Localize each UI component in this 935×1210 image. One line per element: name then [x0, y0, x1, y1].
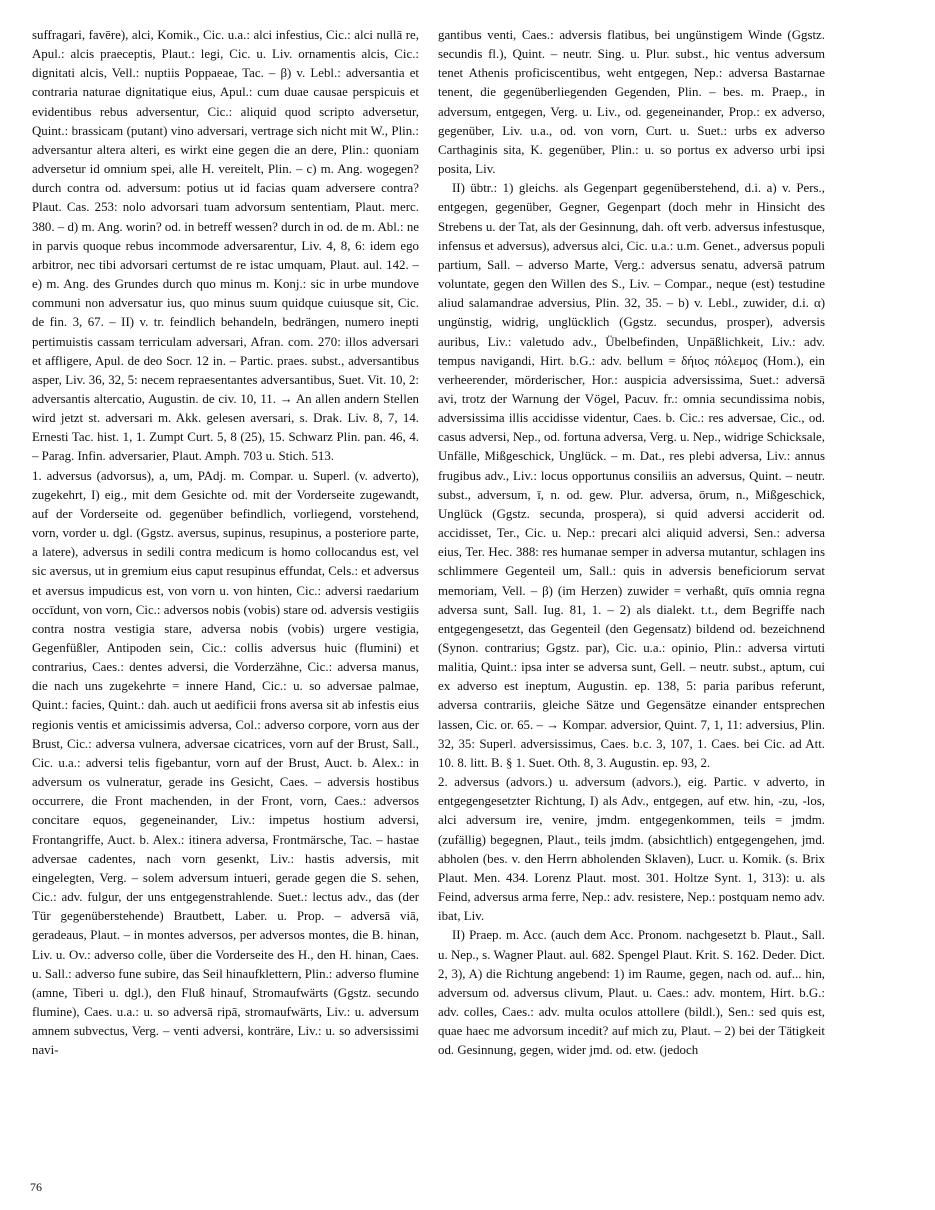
- entry-adversus-2: 2. adversus (advors.) u. adversum (advors.), eig. Partic. v adverto, in entgegengesetzter Richtung, I) als Adv., entgegen, auf etw. hin, -zu, -los, alci adversum ire, venire, jmdm. entgegenkommen, teils = jmdm. (zufällig) begegnen, Plaut., teils jmdm. (absichtlich) entgegengehen, jmd. abholen (bes. v. den Herrn abholenden Sklaven), Lucr. u. Komik. (s. Brix Plaut. Men. 434. Lorenz Plaut. most. 301. Holtze Synt. 1, 313): u. als Feind, adversus arma ferre, Nep.: adv. resistere, Nep.: postquam nemo adv. ibat, Liv.: [438, 775, 825, 924]
- entry-adversus-1: 1. adversus (advorsus), a, um, PAdj. m. Compar. u. Superl. (v. adverto), zugekehrt, I) eig., mit dem Gesichte od. mit der Vorderseite zugewandt, auf der Vorderseite od. gegenüber befindlich, vorliegend, vorstehend, vorn, vorder u. dgl. (Ggstz. aversus, supinus, resupinus, a posteriore parte, a latere), adversus in sedili contra medicum is homo collocandus est, vel sic aversus, ut in gremium eius caput resupinus effundat, Cels.: et adversus et aversus impudicus est, von vorn u. von hinten, Cic.: adversi raedarium occīdunt, von vorn, Cic.: adversos nobis (vobis) stare od. adversis vestigiis contra nostra vestigia stare, adversa nobis (vobis) urgere vestigia, Gegenfüßler, Antipoden sein, Cic.: collis adversus huic (flumini) et contrarius, Caes.: dentes adversi, die Vorderzähne, Cic.: adversa manus, die nach uns zugekehrte = innere Hand, Cic.: u. so adversae palmae, Quint.: facies, Quint.: dah. auch ut aedificii frons aversa sit ab infestis eius regionis ventis et amicissimis adversa, Col.: adverso corpore, vorn aus der Brust, Cic.: adversa vulnera, adversae cicatrices, vorn auf der Brust, Sall., Cic. u.a.: adversi telis figebantur, vorn auf der Brust, Auct. b. Alex.: in adversum os vulneratur, gerade ins Gesicht, Caes. – adversis hostibus occurrere, die Front machenden, in der Front, vorn, Caes.: adversos concitare equos, gegeneinander, Liv.: impetus hostium adversi, Frontangriffe, Auct. b. Alex.: itinera adversa, Frontmärsche, Tac. – hastae adversae cadentes, nach vorn gesenkt, Liv.: hastis adversis, mit eingelegten, Verg. – solem adversum intueri, gerade gegen die S. sehen, Cic.: adv. fulgur, der uns entgegenstrahlende. Suet.: lectus adv., das (der Tür gegenüberstehende) Brautbett, Laber. u. Prop. – adversā viā, geradeaus, Plaut. – in montes adversos, per adversos montes, die B. hinan, Liv. u. Ov.: adverso colle, über die Vorderseite des H., den H. hinan, Caes. u. Sall.: adverso fune subire, das Seil hinaufklettern, Plin.: adverso flumine (amne, Tiberi u. dgl.), den Fluß hinauf, Stromaufwärts (Ggstz. secundo flumine), Caes. u.a.: u. so adversā ripā, stromaufwärts, Liv.: u. adversum amnem subvectus, Verg. – venti adversi, konträre, Liv.: u. so adversissimi navi-: [32, 468, 419, 1058]
- right-column: [438, 26, 825, 1060]
- left-column: [32, 26, 419, 1060]
- page-number: 76: [30, 1180, 42, 1194]
- paragraph-continuation: suffragari, favēre), alci, Komik., Cic. u.a.: alci infestius, Cic.: alci nullā re, Apul.: alcis praeceptis, Plaut.: legi, Cic. u. Liv. ornamentis alcis, Cic.: dignitati alcis, Vell.: nuptiis Poppaeae, Tac. – β) v. Lebl.: adversantia et contraria naturae dignitatique eius, Apul.: cum duae causae perspicuis et evidentibus rebus adversentur, Cic.: aliquid quod scripto adversetur, Quint.: brassicam (putant) vino adversari, vertrage sich nicht mit W., Plin.: adversantur altera alteri, es wirkt eine gegen die an dere, Plin.: quoniam adversetur id omnium spei, alle H. vereitelt, Plin. – c) m. Ang. wogegen? durch contra od. adversum: potius ut id facias quam adversere contra? Plaut. Cas. 253: nolo advorsari tuam advorsum sententiam, Plaut. merc. 380. – d) m. Ang. worin? od. in betreff wessen? durch in od. de m. Abl.: ne in parvis quoque rebus incommode adversarentur, Liv. 4, 8, 6: idem ego arbitror, nec tibi advorsari certumst de re istac umquam, Plaut. aul. 142. – e) m. Ang. des Grundes durch quo minus m. Konj.: sic in urbe mundove communi non adversatur ius, quo minus suum quidque cuiusque sit, Cic. de fin. 3, 67. – II) v. tr. feindlich behandeln, bedrängen, numero inepti pertimuistis cassam terriculam adversari, Afran. com. 270: illos adversari et affligere, Apul. de deo Socr. 12 in. – Partic. praes. subst., adversantibus asper, Liv. 36, 32, 5: necem repraesentantes adversantibus, Suet. Vit. 10, 2: adversantis altercatio, Augustin. de civ. 10, 11. → An allen andern Stellen wird jetzt st. adversari m. Akk. gelesen aversari, s. Drak. Liv. 8, 7, 14. Ernesti Tac. hist. 1, 1. Zumpt Curt. 5, 8 (25), 15. Schwarz Plin. pan. 46, 4. – Parag. Infin. adversarier, Plaut. Amph. 703 u. Stich. 513.: [32, 28, 419, 464]
- section-ii-praeposition: II) Praep. m. Acc. (auch dem Acc. Pronom. nachgesetzt b. Plaut., Sall. u. Nep., s. Wagner Plaut. aul. 682. Spengel Plaut. Krit. S. 162. Deder. Dict. 2, 3), A) die Richtung angebend: 1) im Raume, gegen, nach od. auf... hin, adversum od. adversus clivum, Plaut. u. Caes.: adv. montem, Hirt. b.G.: adv. colles, Caes.: adv. multa oculos attollere (bildl.), Sen.: sed quis est, quae haec me advorsum incedit? auf mich zu, Plaut. – 2) bei der Tätigkeit od. Gesinnung, gegen, wider jmd. od. etw. (jedoch: [438, 928, 825, 1058]
- section-ii-uebertragen: II) übtr.: 1) gleichs. als Gegenpart gegenüberstehend, d.i. a) v. Pers., entgegen, gegenüber, Gegner, Gegenpart (doch mehr in Hinsicht des Strebens u. der Tat, als der Gesinnung, dah. oft verb. adversus infestusque, infensus et adversus), adversus alci, Cic. u.a.: u.m. Genet., adversus populi partium, Sall. – adverso Marte, Verg.: adversus senatu, adversā patrum voluntate, gegen den Willen des S., Liv. – Compar., neque (est) testudine aliud salamandrae adversius, Plin. 32, 35. – b) v. Lebl., zuwider, d.i. α) ungünstig, widrig, unglücklich (Ggstz. secundus, prosper), adversis auribus, Liv.: valetudo adv., Übelbefinden, Unpäßlichkeit, Liv.: adv. tempus navigandi, Hirt. b.G.: adv. bellum = δήιος πόλεμος (Hom.), ein verheerender, mörderischer, Hor.: auspicia adversissima, Suet.: adversā avi, trotz der Warnung der Vögel, Pacuv. fr.: omnia secundissima nobis, adversissima illis accidisse videntur, Caes. b. Cic.: res adversae, Cic., od. casus adversi, Nep., od. fortuna adversa, Verg. u. Nep., widrige Schicksale, Unfälle, Mißgeschick, Unglück. – m. Dat., res plebi adversa, Liv.: annus frugibus adv., Liv.: locus opportunus consiliis an adversus, Quint. – neutr. subst., adversum, ī, n. od. gew. Plur. adversa, ōrum, n., Mißgeschick, Unglück (Ggstz. secunda, prospera), si quid adversi acciderit od. accidisset, Ter., Cic. u. Nep.: precari alci aliquid adversi, Sen.: adversa eius, Ter. Hec. 388: res humanae semper in adversa mutantur, schlagen ins schlimmere Gegenteil um, Sall.: quis in adversis beneficiorum servat memoriam, Vell. – β) (im Herzen) zuwider = verhaßt, quīs omnia regna adversa sunt, Sall. Iug. 81, 1. – 2) als dialekt. t.t., dem Begriffe nach entgegengesetzt, das Gegenteil (den Gegensatz) bildend od. bezeichnend (Synon. contrarius; Ggstz. par), Cic. u.a.: opinio, Plin.: adversa virtuti malitia, Quint.: ipsa inter se adversa sunt, Gell. – neutr. subst., aptum, cui ex adverso est ineptum, Augustin. ep. 138, 5: paria paribus referunt, adversa contrariis, gleiche Sätze und Gegensätze einander entsprechen lassen, Cic. or. 65. – → Kompar. adversior, Quint. 7, 1, 11: adversius, Plin. 32, 35: Superl. adversissimus, Caes. b.c. 3, 107, 1. Caes. bei Cic. ad Att. 10. 8. litt. B. § 1. Suet. Oth. 8, 3. Augustin. ep. 93, 2.: [438, 181, 825, 770]
- paragraph-continuation: gantibus venti, Caes.: adversis flatibus, bei ungünstigem Winde (Ggstz. secundis fl.), Quint. – neutr. Sing. u. Plur. subst., hic ventus adversum tenet Athenis proficiscentibus, weht entgegen, Nep.: adversa Bastarnae tenent, die gegenüberliegenden Gegenden, Plin. – bes. m. Praep., in adversum, entgegen, Verg. u. Liv., od. gegeneinander, Prop.: ex adverso, gegenüber, Liv. u.a., od. von vorn, Curt. u. Suet.: urbs ex adverso Carthaginis sita, K. gegenüber, Plin.: u. so portus ex adverso urbi ipsi posita, Liv.: [438, 28, 825, 177]
